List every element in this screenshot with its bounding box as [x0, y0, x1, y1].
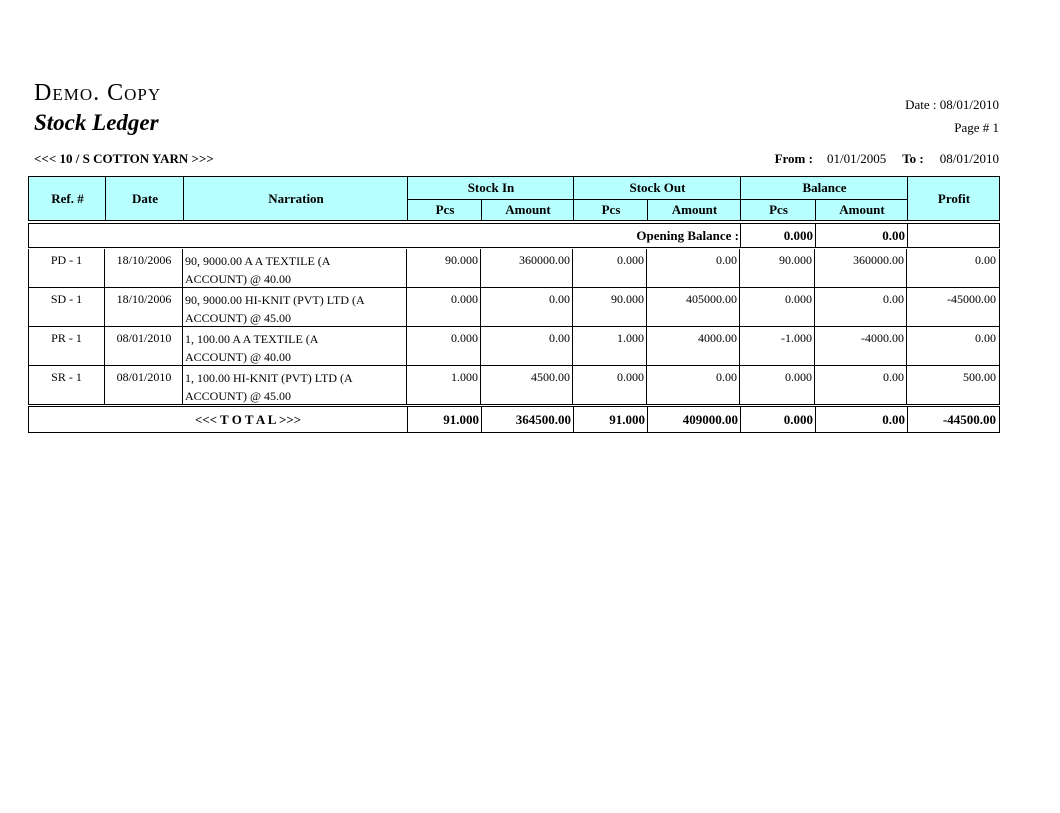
total-row: [28, 406, 1000, 433]
cell-out-pcs: 0.000: [617, 253, 644, 267]
divider: [406, 249, 407, 288]
cell-narration: [183, 366, 407, 405]
divider: [182, 288, 183, 327]
divider: [480, 327, 481, 366]
cell-date: 08/01/2010: [116, 370, 172, 384]
item-name: <<< 10 / S COTTON YARN >>>: [34, 151, 214, 166]
date-value: 08/01/2010: [939, 97, 999, 112]
divider: [183, 177, 184, 220]
cell-in-pcs: 0.000: [451, 292, 478, 306]
cell-in-pcs: 1.000: [451, 370, 478, 384]
divider: [739, 327, 740, 366]
cell-out-amount: 0.00: [716, 253, 737, 267]
cell-profit: 0.00: [975, 331, 996, 345]
to-label: To :: [902, 151, 924, 166]
divider: [406, 366, 407, 405]
total-label: <<< T O T A L >>>: [194, 411, 302, 427]
date-range: [775, 151, 999, 167]
opening-pcs: 0.000: [783, 227, 813, 243]
divider: [647, 199, 648, 220]
table-row: [28, 366, 1000, 405]
header-bal-amount: Amount: [839, 202, 885, 217]
divider: [406, 288, 407, 327]
header-stock-out: Stock Out: [629, 180, 686, 195]
cell-profit: -45000.00: [947, 292, 996, 306]
divider: [646, 288, 647, 327]
report-title: Stock Ledger: [34, 110, 159, 135]
total-out-amount: 409000.00: [682, 411, 738, 427]
cell-in-pcs: 0.000: [451, 331, 478, 345]
cell-date: 18/10/2006: [116, 253, 172, 267]
cell-narration: [183, 249, 407, 288]
cell-bal-amount: 360000.00: [853, 253, 904, 267]
divider: [906, 366, 907, 405]
to-value: 08/01/2010: [939, 151, 999, 166]
cell-date: 08/01/2010: [116, 331, 172, 345]
divider: [572, 366, 573, 405]
cell-bal-amount: -4000.00: [861, 331, 904, 345]
cell-out-amount: 4000.00: [698, 331, 737, 345]
narration-line: 90, 9000.00 HI-KNIT (PVT) LTD (A: [185, 293, 365, 307]
divider: [739, 288, 740, 327]
cell-in-amount: 0.00: [549, 292, 570, 306]
divider: [906, 327, 907, 366]
print-date: [905, 97, 999, 113]
divider: [182, 366, 183, 405]
divider: [647, 407, 648, 432]
total-in-pcs: 91.000: [443, 411, 479, 427]
divider: [407, 407, 408, 432]
narration-line: ACCOUNT) @ 40.00: [185, 350, 292, 364]
cell-ref: SD - 1: [50, 292, 83, 306]
divider: [406, 327, 407, 366]
total-bal-amount: 0.00: [882, 411, 905, 427]
divider: [999, 327, 1000, 366]
date-label: Date :: [905, 97, 937, 112]
divider: [739, 366, 740, 405]
divider: [104, 249, 105, 288]
divider: [815, 224, 816, 247]
cell-bal-pcs: 0.000: [785, 292, 812, 306]
cell-out-pcs: 90.000: [611, 292, 644, 306]
divider: [999, 249, 1000, 288]
table-row: [28, 327, 1000, 366]
opening-amount: 0.00: [882, 227, 905, 243]
cell-in-pcs: 90.000: [445, 253, 478, 267]
divider: [906, 288, 907, 327]
divider: [814, 288, 815, 327]
narration-line: 90, 9000.00 A A TEXTILE (A: [185, 254, 331, 268]
cell-narration: [183, 327, 407, 366]
company-name: Demo. Copy: [34, 80, 162, 106]
divider: [28, 327, 29, 366]
divider: [999, 366, 1000, 405]
divider: [572, 288, 573, 327]
divider: [104, 327, 105, 366]
cell-narration: [183, 288, 407, 327]
cell-ref: PR - 1: [51, 331, 82, 345]
from-value: 01/01/2005: [826, 151, 887, 166]
header-profit: Profit: [937, 190, 971, 206]
divider: [480, 288, 481, 327]
header-balance: Balance: [802, 180, 847, 195]
page-label: Page #: [954, 120, 990, 135]
table-row: [28, 249, 1000, 288]
header-bal-pcs: Pcs: [769, 202, 788, 217]
divider: [182, 327, 183, 366]
cell-out-pcs: 1.000: [617, 331, 644, 345]
cell-out-pcs: 0.000: [617, 370, 644, 384]
divider: [28, 249, 29, 288]
header-date: Date: [132, 190, 158, 206]
divider: [481, 199, 482, 220]
header-in-pcs: Pcs: [435, 202, 455, 217]
divider: [182, 249, 183, 288]
divider: [815, 407, 816, 432]
divider: [480, 366, 481, 405]
cell-in-amount: 4500.00: [531, 370, 570, 384]
divider: [646, 366, 647, 405]
divider: [907, 224, 908, 247]
divider: [814, 327, 815, 366]
header-stock-in: Stock In: [467, 180, 515, 195]
total-profit: -44500.00: [942, 411, 996, 427]
header-out-amount: Amount: [671, 202, 718, 217]
narration-line: 1, 100.00 HI-KNIT (PVT) LTD (A: [185, 371, 353, 385]
divider: [906, 249, 907, 288]
page-number: [954, 120, 999, 136]
divider: [646, 249, 647, 288]
divider: [481, 407, 482, 432]
divider: [739, 249, 740, 288]
from-label: From :: [774, 151, 813, 166]
opening-balance-label: Opening Balance :: [636, 227, 739, 243]
opening-balance-row: [28, 223, 1000, 248]
divider: [104, 288, 105, 327]
cell-bal-pcs: -1.000: [781, 331, 812, 345]
divider: [407, 199, 907, 200]
cell-bal-amount: 0.00: [883, 370, 904, 384]
header-in-amount: Amount: [505, 202, 551, 217]
cell-ref: SR - 1: [51, 370, 82, 384]
total-in-amount: 364500.00: [515, 411, 571, 427]
header-ref: Ref. #: [51, 190, 84, 206]
divider: [646, 327, 647, 366]
divider: [573, 407, 574, 432]
divider: [740, 224, 741, 247]
cell-profit: 500.00: [963, 370, 996, 384]
divider: [28, 404, 1000, 405]
divider: [572, 327, 573, 366]
narration-line: 1, 100.00 A A TEXTILE (A: [185, 332, 319, 346]
narration-line: ACCOUNT) @ 45.00: [185, 311, 292, 325]
table-header: [28, 176, 1000, 221]
cell-bal-amount: 0.00: [883, 292, 904, 306]
cell-in-amount: 360000.00: [519, 253, 570, 267]
cell-bal-pcs: 0.000: [785, 370, 812, 384]
divider: [907, 407, 908, 432]
cell-in-amount: 0.00: [549, 331, 570, 345]
narration-line: ACCOUNT) @ 45.00: [185, 389, 292, 403]
divider: [105, 177, 106, 220]
divider: [28, 366, 29, 405]
cell-profit: 0.00: [975, 253, 996, 267]
total-out-pcs: 91.000: [609, 411, 645, 427]
table-row: [28, 288, 1000, 327]
header-out-pcs: Pcs: [601, 202, 621, 217]
divider: [480, 249, 481, 288]
total-bal-pcs: 0.000: [783, 411, 813, 427]
cell-ref: PD - 1: [50, 253, 83, 267]
divider: [572, 249, 573, 288]
cell-out-amount: 405000.00: [686, 292, 737, 306]
header-narration: Narration: [268, 190, 324, 206]
divider: [907, 177, 908, 220]
divider: [999, 288, 1000, 327]
divider: [814, 366, 815, 405]
divider: [815, 199, 816, 220]
divider: [28, 288, 29, 327]
divider: [740, 407, 741, 432]
divider: [814, 249, 815, 288]
cell-date: 18/10/2006: [116, 292, 172, 306]
narration-line: ACCOUNT) @ 40.00: [185, 272, 292, 286]
cell-out-amount: 0.00: [716, 370, 737, 384]
page-value: 1: [992, 120, 999, 135]
cell-bal-pcs: 90.000: [779, 253, 812, 267]
divider: [104, 366, 105, 405]
